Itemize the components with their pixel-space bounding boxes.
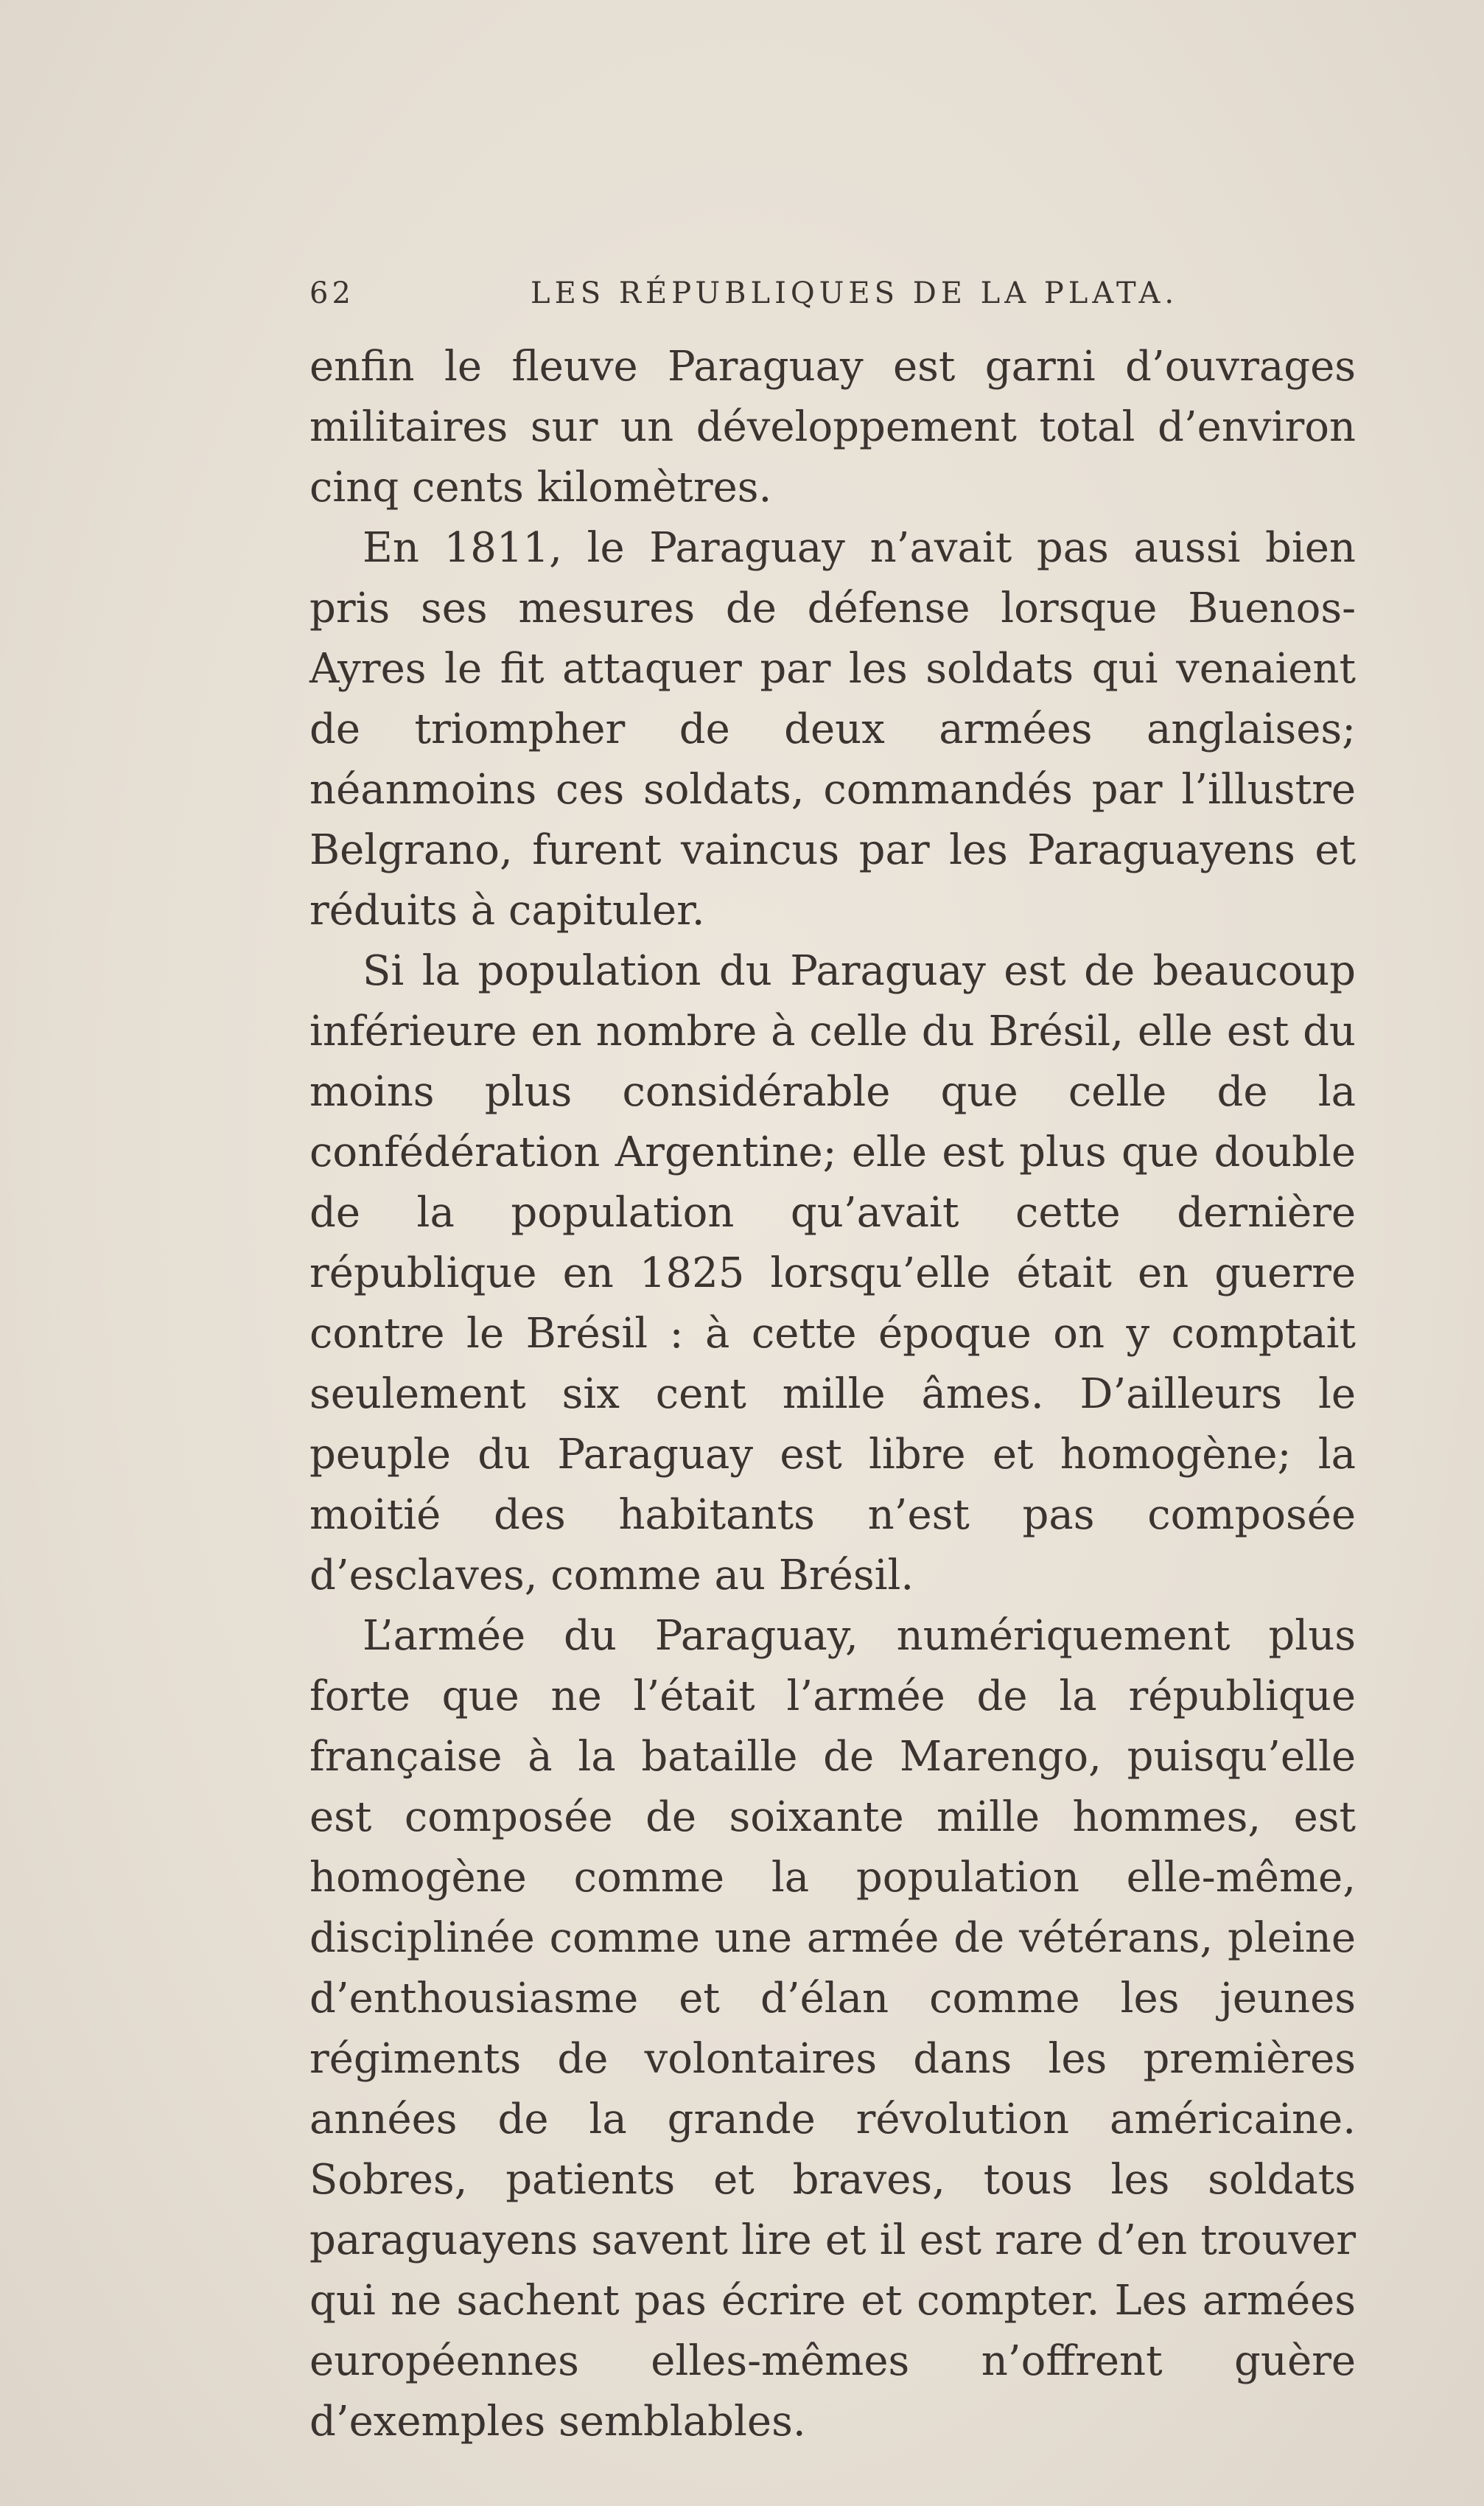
running-title: LES RÉPUBLIQUES DE LA PLATA. [531,276,1179,310]
paragraph-population: Si la population du Paraguay est de beaucoup inférieure en nombre à celle du Brésil, elle est du moins plus considérable que celle de la confédération Argentine; elle est plus que double de la population qu’avait cette dernière république en 1825 lorsqu’elle était en guerre contre le Brésil : à cette époque on y comptait seulement six cent mille âmes. D’ailleurs le peuple du Paraguay est libre et homogène; la moitié des habitants n’est pas composée d’esclaves, comme au Brésil. [309,947,1356,1599]
text-block [309,276,1356,2452]
paragraph-army: L’armée du Paraguay, numériquement plus forte que ne l’était l’armée de la république française à la bataille de Marengo, puisqu’elle est composée de soixante mille hommes, est homogène comme la population elle-même, disciplinée comme une armée de vétérans, pleine d’enthousiasme et d’élan comme les jeunes régiments de volontaires dans les premières années de la grande révolution américaine. Sobres, patients et braves, tous les soldats paraguayens savent lire et il est rare d’en trouver qui ne sachent pas écrire et compter. Les armées européennes elles-mêmes n’offrent guère d’exemples semblables. [309,1612,1356,2446]
page-number: 62 [309,276,354,310]
running-head [309,276,1356,324]
paragraph-continuation: enfin le fleuve Paraguay est garni d’ouvrages militaires sur un développement total d’environ cinq cents kilomètres. [309,343,1356,512]
paragraph-1811-defense: En 1811, le Paraguay n’avait pas aussi bien pris ses mesures de défense lorsque Buenos-Ayres le fit attaquer par les soldats qui venaient de triompher de deux armées anglaises; néanmoins ces soldats, commandés par l’illustre Belgrano, furent vaincus par les Paraguayens et réduits à capituler. [309,524,1356,935]
